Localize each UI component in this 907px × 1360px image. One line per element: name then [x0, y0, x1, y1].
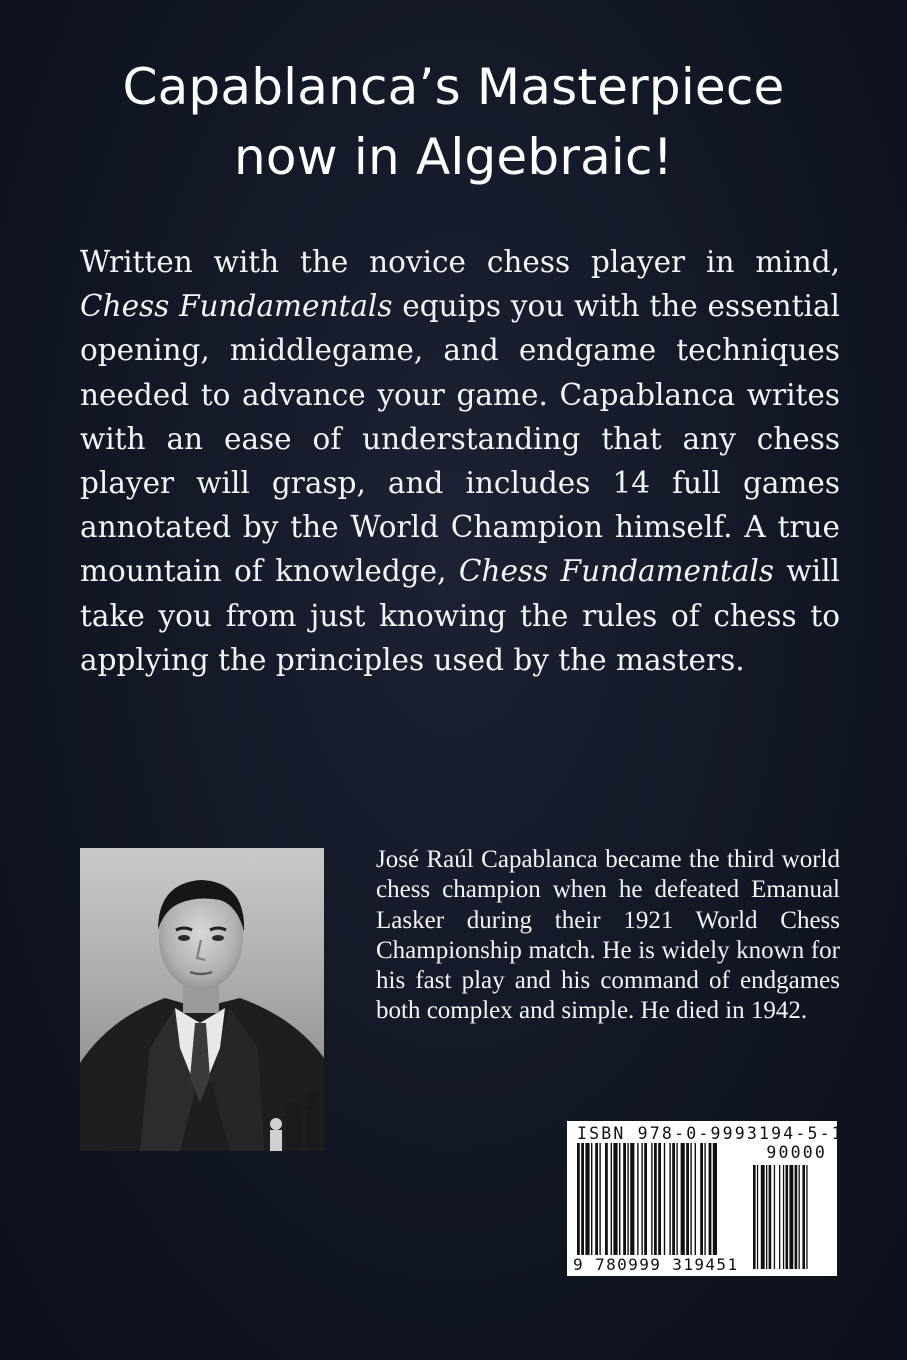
addon-bar	[786, 1165, 789, 1269]
barcode-bar	[713, 1143, 717, 1261]
description-part-1: Written with the novice chess player in mind,	[80, 245, 840, 279]
price-code: 90000	[766, 1143, 827, 1162]
barcode-bar	[577, 1143, 580, 1261]
author-bio: José Raúl Capablanca became the third world chess champion when he defeated Emanual Lasker during their 1921 World Chess Championship match. He is widely known for his fast play and his command of endgames both complex and simple. He died in 1942.	[376, 846, 840, 1025]
headline	[0, 52, 907, 192]
barcode-bar	[613, 1143, 617, 1261]
barcode-bar	[676, 1143, 677, 1261]
barcode-bar	[623, 1143, 626, 1261]
barcode-bar	[672, 1143, 675, 1261]
barcode-bar	[700, 1143, 703, 1261]
barcode-bar	[644, 1143, 647, 1261]
barcode-bar	[669, 1143, 670, 1261]
barcode-bar	[651, 1143, 652, 1261]
description-part-2: equips you with the essential opening, middlegame, and endgame techniques needed to advance your game. Capablanca writes with an ease of understanding that any chess player will grasp, and includes 14 full games annotated by the World Champion himself. A true mountain of knowledge,	[80, 289, 840, 589]
barcode-bar	[605, 1143, 608, 1261]
addon-bar	[802, 1165, 805, 1269]
barcode-bar	[599, 1143, 600, 1261]
addon-bar	[795, 1165, 798, 1269]
barcode-bar	[664, 1143, 665, 1261]
author-portrait-icon	[80, 848, 324, 1151]
headline-line-2: now in Algebraic!	[234, 128, 673, 186]
addon-bar	[799, 1165, 800, 1269]
barcode-bar	[630, 1143, 634, 1261]
barcode-bar	[654, 1143, 657, 1261]
book-description	[80, 240, 840, 682]
headline-line-1: Capablanca’s Masterpiece	[122, 58, 785, 116]
barcode-bar	[704, 1143, 705, 1261]
addon-bar	[757, 1165, 758, 1269]
addon-bar	[779, 1165, 780, 1269]
isbn-number: ISBN 978-0-9993194-5-1	[577, 1124, 844, 1143]
barcode-bar	[686, 1143, 689, 1261]
barcode-bar	[627, 1143, 628, 1261]
barcode-bar	[595, 1143, 598, 1261]
barcode-bar	[690, 1143, 691, 1261]
barcode-bar	[681, 1143, 685, 1261]
barcode-bar	[637, 1143, 638, 1261]
barcode-bar	[619, 1143, 620, 1261]
isbn-barcode	[567, 1121, 844, 1276]
barcode-bar	[709, 1143, 712, 1261]
barcode-bar	[641, 1143, 642, 1261]
barcode-bar	[581, 1143, 584, 1261]
barcode-bar	[611, 1143, 612, 1261]
addon-bar	[806, 1165, 807, 1269]
barcode-bar	[658, 1143, 661, 1261]
addon-bar	[761, 1165, 765, 1269]
addon-bar	[774, 1165, 775, 1269]
book-title-italic-2: Chess Fundamentals	[458, 554, 775, 589]
addon-bar	[753, 1165, 756, 1269]
addon-bar	[789, 1165, 793, 1269]
barcode-bar	[585, 1143, 589, 1261]
description-part-3: will take you from just knowing the rules of chess to applying the principles used by the masters.	[80, 554, 840, 677]
book-title-italic: Chess Fundamentals	[80, 289, 393, 324]
author-photo	[80, 848, 324, 1151]
addon-bar	[769, 1165, 772, 1269]
barcode-bar	[591, 1143, 592, 1261]
addon-bar	[783, 1165, 784, 1269]
barcode-digits: 9 780999 319451	[573, 1255, 739, 1274]
addon-bar	[766, 1165, 767, 1269]
barcode-bar	[695, 1143, 696, 1261]
